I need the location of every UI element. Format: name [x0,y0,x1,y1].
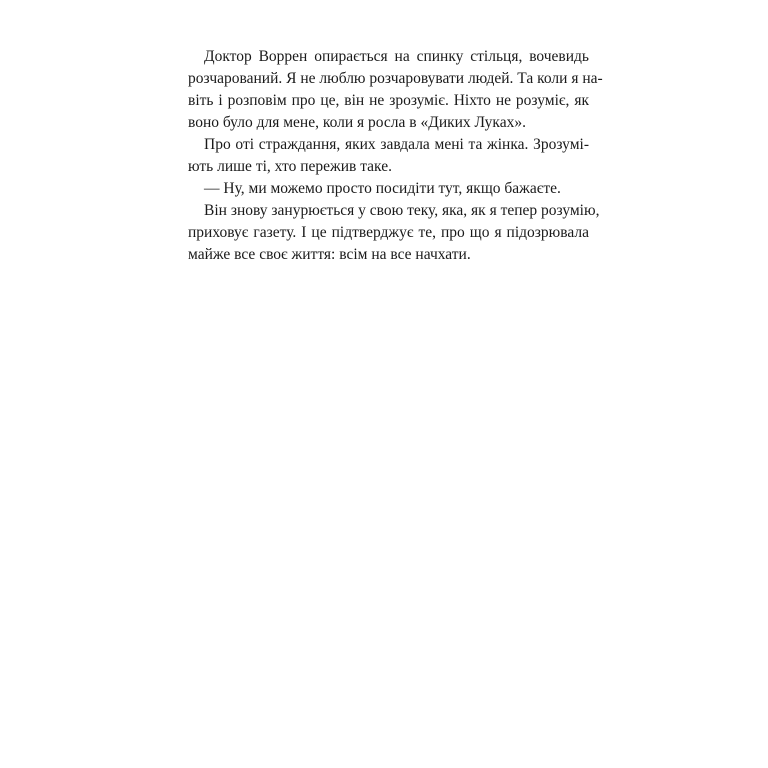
dialogue-line: — Ну, ми можемо просто посидіти тут, якщо бажаєте. [204,180,561,197]
paragraph-line: Про оті страждання, яких завдала мені та жінка. Зрозумі- [204,136,589,153]
paragraph-2 [188,134,589,178]
paragraph-line: ють лише ті, хто пережив таке. [188,158,392,175]
paragraph-line: Доктор Воррен опирається на спинку стільця, вочевидь [204,48,589,65]
paragraph-line: воно було для мене, коли я росла в «Диких Луках». [188,114,526,131]
paragraph-line: майже все своє життя: всім на все начхати. [188,246,471,263]
paragraph-line: приховує газету. І це підтверджує те, про що я підозрювала [188,224,589,241]
body-text [188,46,603,266]
paragraph-line: віть і розповім про це, він не зрозуміє. Ніхто не розуміє, як [188,92,589,109]
paragraph-1 [188,46,603,134]
paragraph-line: Він знову занурюється у свою теку, яка, як я тепер розумію, [204,202,600,219]
paragraph-4 [188,200,600,266]
paragraph-line: розчарований. Я не люблю розчаровувати людей. Та коли я на- [188,70,603,87]
paragraph-3 [188,178,589,200]
